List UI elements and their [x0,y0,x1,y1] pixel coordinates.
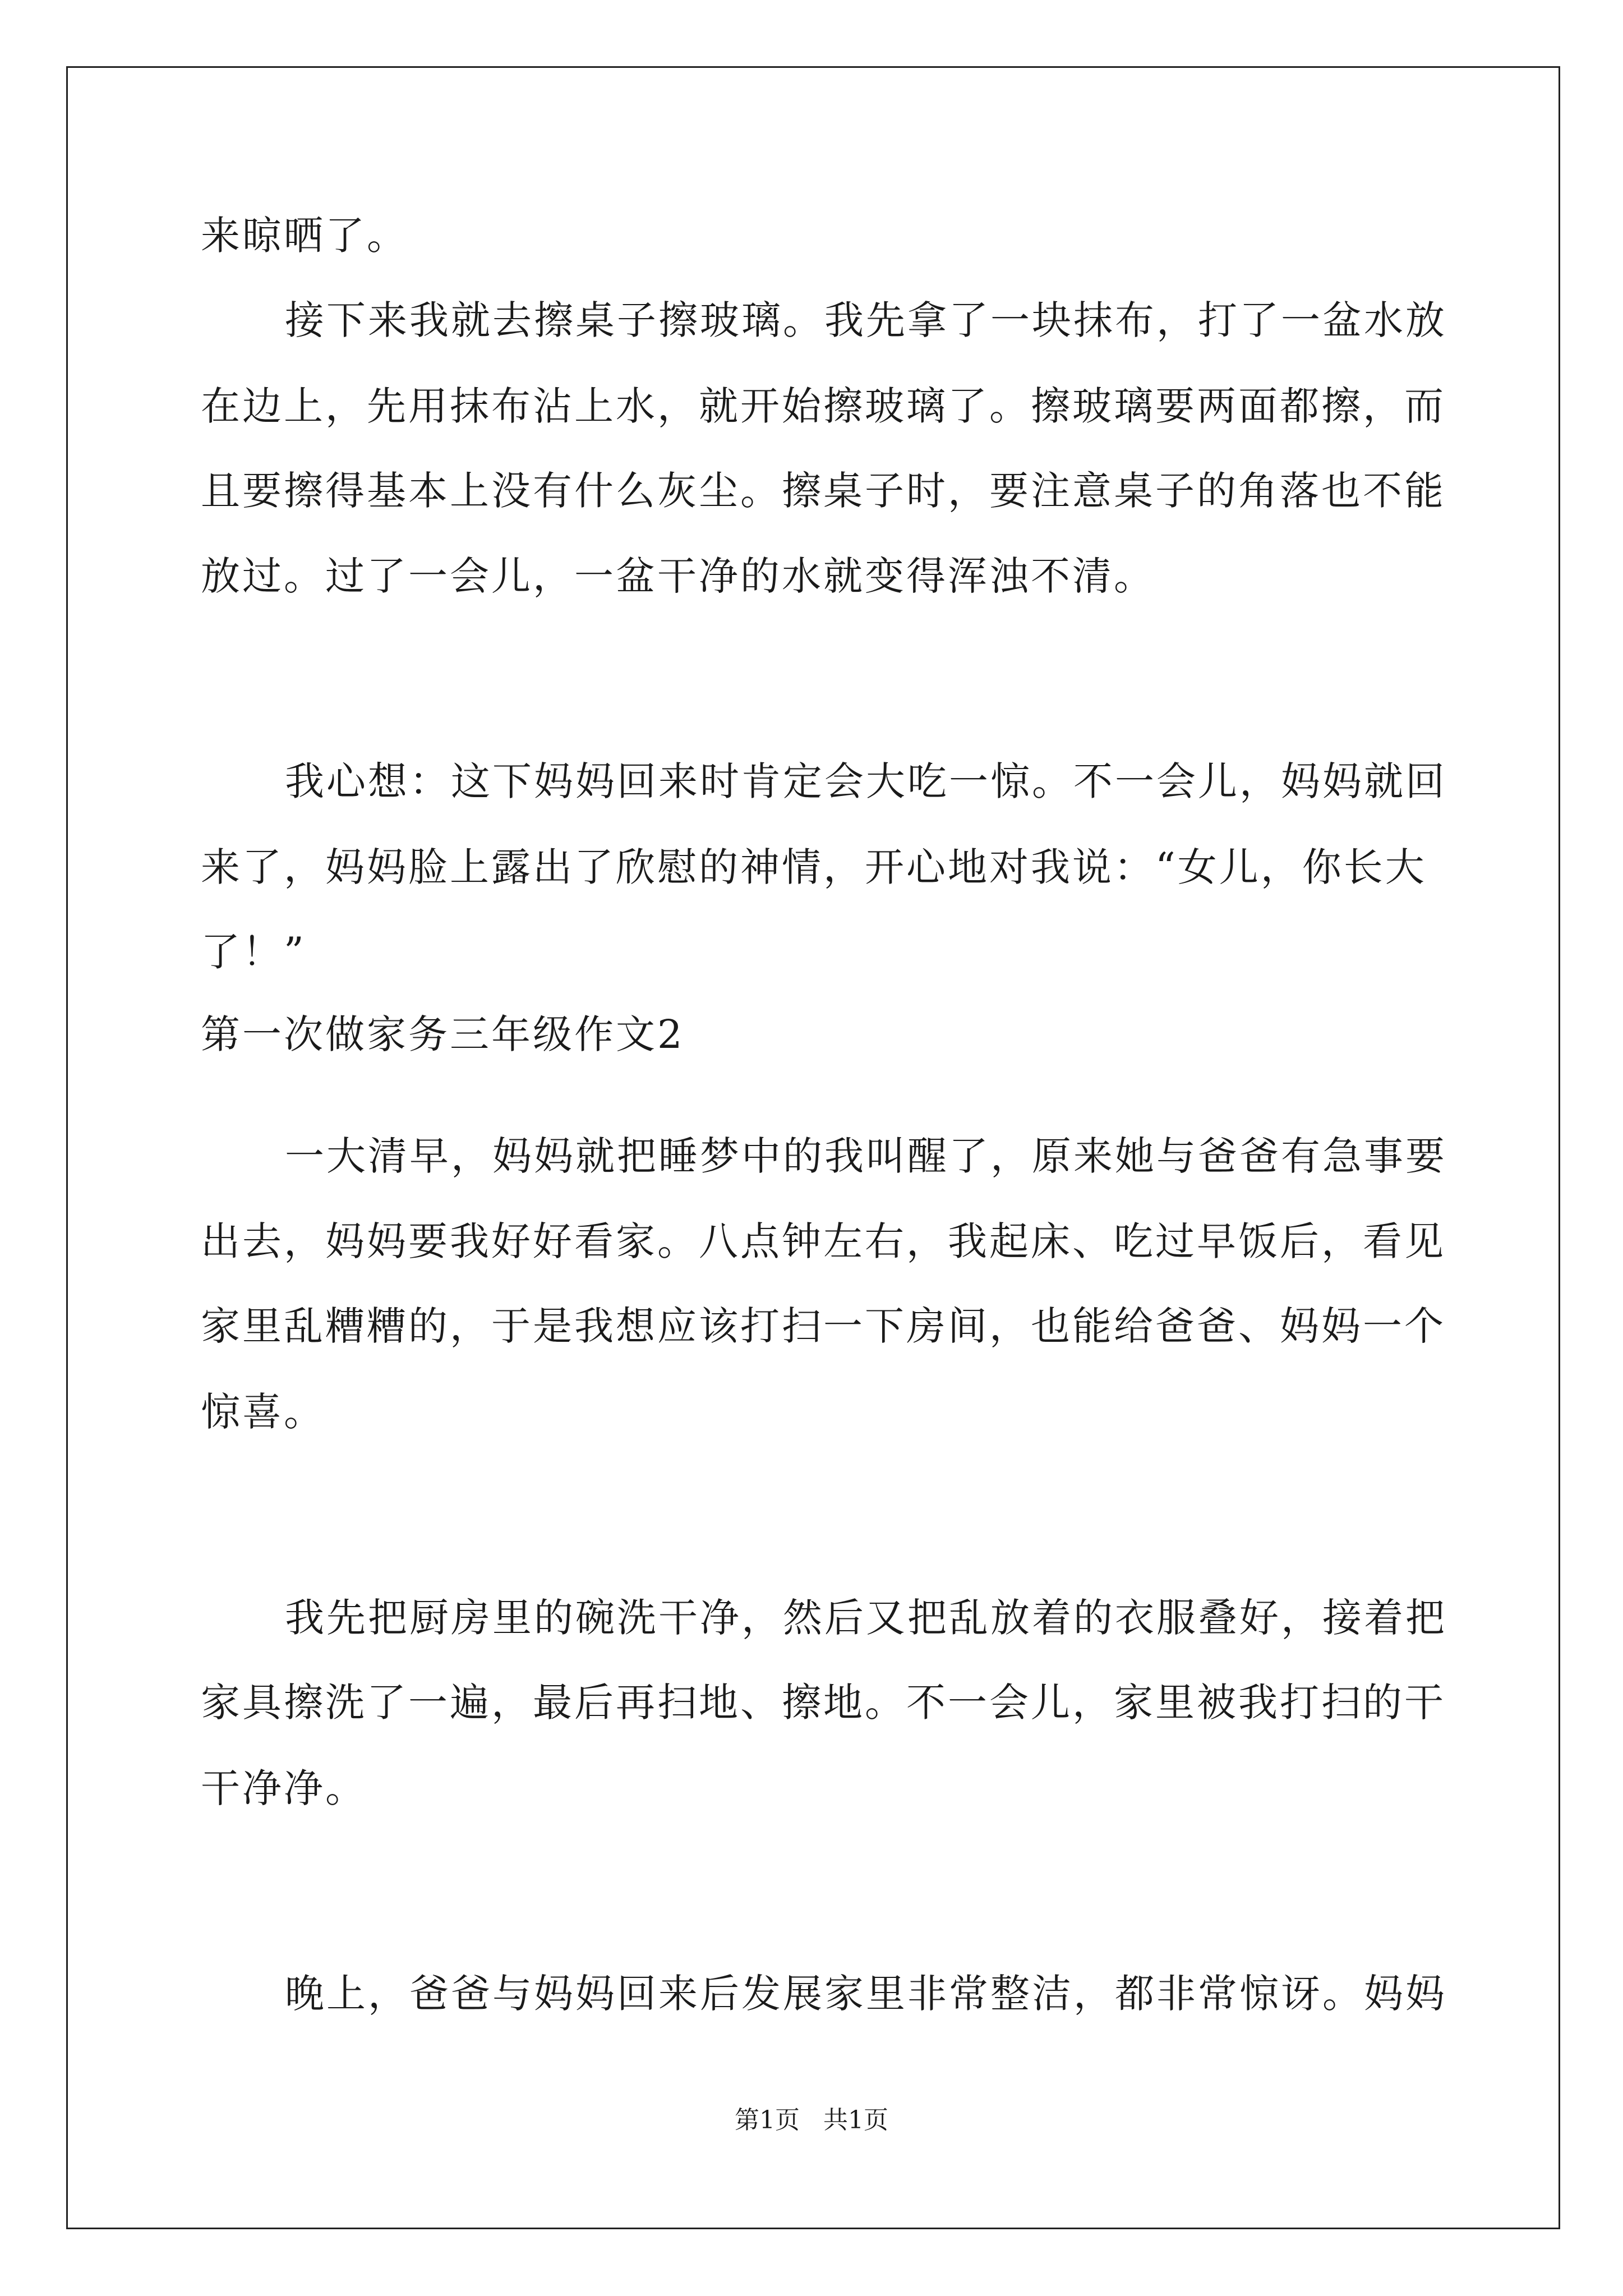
text-line-6: 我心想：这下妈妈回来时肯定会大吃一惊。不一会儿，妈妈就回 [285,758,1447,804]
text-line-1: 来晾晒了。 [201,213,408,259]
text-line-16: 晚上，爸爸与妈妈回来后发展家里非常整洁，都非常惊讶。妈妈 [285,1971,1447,2017]
text-line-3: 在边上，先用抹布沾上水，就开始擦玻璃了。擦玻璃要两面都擦，而 [201,383,1446,429]
page-number: 第1页 [735,2106,800,2134]
text-line-9: 一大清早，妈妈就把睡梦中的我叫醒了，原来她与爸爸有急事要 [285,1133,1447,1179]
text-line-15: 干净净。 [201,1765,367,1811]
text-line-7: 来了，妈妈脸上露出了欣慰的神情，开心地对我说：“女儿，你长大 [201,844,1427,890]
text-line-11: 家里乱糟糟的，于是我想应该打扫一下房间，也能给爸爸、妈妈一个 [201,1303,1446,1349]
page-footer [0,2104,1623,2137]
page-total: 共1页 [823,2106,888,2134]
text-line-5: 放过。过了一会儿，一盆干净的水就变得浑浊不清。 [201,553,1155,599]
text-line-10: 出去，妈妈要我好好看家。八点钟左右，我起床、吃过早饭后，看见 [201,1218,1446,1264]
text-line-12: 惊喜。 [201,1389,325,1435]
text-line-13: 我先把厨房里的碗洗干净，然后又把乱放着的衣服叠好，接着把 [285,1595,1447,1641]
text-line-4: 且要擦得基本上没有什么灰尘。擦桌子时，要注意桌子的角落也不能 [201,468,1446,514]
text-line-14: 家具擦洗了一遍，最后再扫地、擦地。不一会儿，家里被我打扫的干 [201,1680,1446,1726]
text-line-2: 接下来我就去擦桌子擦玻璃。我先拿了一块抹布，打了一盆水放 [285,297,1447,343]
section-heading: 第一次做家务三年级作文2 [201,1011,685,1057]
text-line-8: 了！” [201,929,306,975]
